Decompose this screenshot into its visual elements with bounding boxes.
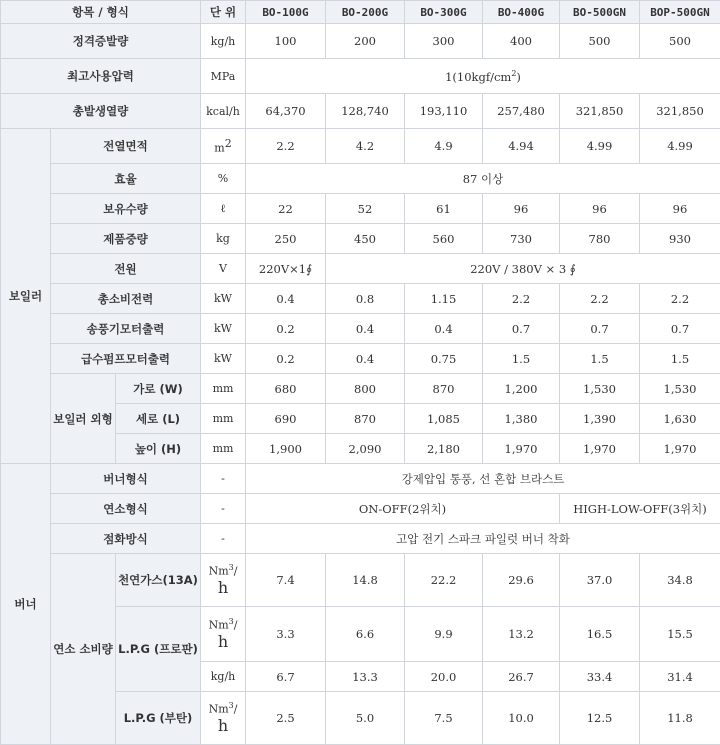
cell: 6.6 <box>326 607 405 662</box>
row-label: 최고사용압력 <box>1 59 201 94</box>
pressure-value <box>246 59 720 94</box>
cell: 31.4 <box>640 662 720 692</box>
row-unit: kW <box>201 284 246 314</box>
cell: 96 <box>483 194 560 224</box>
cell: 1,085 <box>405 404 483 434</box>
efficiency-value: 87 이상 <box>246 164 720 194</box>
unit-per: / <box>234 619 238 632</box>
cell: 0.75 <box>405 344 483 374</box>
cell: 12.5 <box>560 692 640 745</box>
cell: 0.7 <box>560 314 640 344</box>
cell: 6.7 <box>246 662 326 692</box>
row-label: L.P.G (부탄) <box>116 692 201 745</box>
cell: 15.5 <box>640 607 720 662</box>
row-unit: kg/h <box>201 24 246 59</box>
row-label: 제품중량 <box>51 224 201 254</box>
cell: 2.5 <box>246 692 326 745</box>
row-unit: - <box>201 464 246 494</box>
fuel-label: 연소 소비량 <box>51 554 116 745</box>
row-unit: - <box>201 494 246 524</box>
cell: 930 <box>640 224 720 254</box>
row-heat <box>1 94 720 129</box>
cell: 4.99 <box>640 129 720 164</box>
group-boiler: 보일러 <box>1 129 51 464</box>
row-unit: kg <box>201 224 246 254</box>
unit-base: Nm <box>209 703 229 716</box>
cell: 2.2 <box>246 129 326 164</box>
cell: 1,530 <box>640 374 720 404</box>
cell: 321,850 <box>640 94 720 129</box>
cell: 1,200 <box>483 374 560 404</box>
cell: 0.7 <box>483 314 560 344</box>
header-model: BO-400G <box>483 1 560 24</box>
cell: 450 <box>326 224 405 254</box>
cell: 321,850 <box>560 94 640 129</box>
row-unit: kg/h <box>201 662 246 692</box>
pressure-value-text: 1(10kgf/cm <box>445 69 511 83</box>
power-first: 220V×1∮ <box>246 254 326 284</box>
unit-base: Nm <box>209 619 229 632</box>
header-model: BO-100G <box>246 1 326 24</box>
cell: 29.6 <box>483 554 560 607</box>
row-label: 전열면적 <box>51 129 201 164</box>
cell: 7.5 <box>405 692 483 745</box>
unit-sup: 3 <box>229 701 234 710</box>
cell: 4.9 <box>405 129 483 164</box>
cell: 0.4 <box>405 314 483 344</box>
row-weight <box>1 224 720 254</box>
row-pressure <box>1 59 720 94</box>
row-label: 높이 (H) <box>116 434 201 464</box>
cell: 1,630 <box>640 404 720 434</box>
row-combustion <box>1 494 720 524</box>
unit-sup: 3 <box>229 617 234 626</box>
cell: 16.5 <box>560 607 640 662</box>
cell: 300 <box>405 24 483 59</box>
row-unit: kW <box>201 344 246 374</box>
row-power <box>1 254 720 284</box>
row-label: 전원 <box>51 254 201 284</box>
row-fan <box>1 314 720 344</box>
row-label: 가로 (W) <box>116 374 201 404</box>
unit-h: h <box>218 632 228 651</box>
cell: 9.9 <box>405 607 483 662</box>
header-row <box>1 1 720 24</box>
cell: 0.8 <box>326 284 405 314</box>
cell: 2.2 <box>560 284 640 314</box>
cell: 0.2 <box>246 344 326 374</box>
header-model: BO-300G <box>405 1 483 24</box>
row-ignition <box>1 524 720 554</box>
row-label: 총발생열량 <box>1 94 201 129</box>
cell: 2.2 <box>640 284 720 314</box>
row-label: 천연가스(13A) <box>116 554 201 607</box>
row-label: 세로 (L) <box>116 404 201 434</box>
unit-base: m <box>214 142 224 155</box>
row-unit: kcal/h <box>201 94 246 129</box>
cell: 3.3 <box>246 607 326 662</box>
combustion-value-a: ON-OFF(2위치) <box>246 494 560 524</box>
unit-h: h <box>218 578 228 597</box>
pressure-suffix: ) <box>516 69 521 83</box>
cell: 0.4 <box>326 314 405 344</box>
unit-sup: 3 <box>229 563 234 572</box>
row-water <box>1 194 720 224</box>
row-unit <box>201 554 246 607</box>
row-label: 버너형식 <box>51 464 201 494</box>
row-unit: mm <box>201 404 246 434</box>
ignition-value: 고압 전기 스파크 파일럿 버너 착화 <box>246 524 720 554</box>
cell: 1,390 <box>560 404 640 434</box>
cell: 10.0 <box>483 692 560 745</box>
cell: 14.8 <box>326 554 405 607</box>
cell: 250 <box>246 224 326 254</box>
cell: 37.0 <box>560 554 640 607</box>
row-dim-width <box>1 374 720 404</box>
row-unit <box>201 692 246 745</box>
row-label: 정격증발량 <box>1 24 201 59</box>
cell: 1,530 <box>560 374 640 404</box>
row-unit <box>201 607 246 662</box>
cell: 13.3 <box>326 662 405 692</box>
row-unit: - <box>201 524 246 554</box>
row-label: 점화방식 <box>51 524 201 554</box>
cell: 96 <box>560 194 640 224</box>
cell: 870 <box>326 404 405 434</box>
burner-type-value: 강제압입 통풍, 선 혼합 브라스트 <box>246 464 720 494</box>
row-label: 급수펌프모터출력 <box>51 344 201 374</box>
cell: 2,180 <box>405 434 483 464</box>
cell: 1,900 <box>246 434 326 464</box>
cell: 1,970 <box>560 434 640 464</box>
header-model: BOP-500GN <box>640 1 720 24</box>
cell: 7.4 <box>246 554 326 607</box>
cell: 400 <box>483 24 560 59</box>
row-unit <box>201 129 246 164</box>
row-label: 송풍기모터출력 <box>51 314 201 344</box>
cell: 690 <box>246 404 326 434</box>
cell: 257,480 <box>483 94 560 129</box>
combustion-value-b: HIGH-LOW-OFF(3위치) <box>560 494 720 524</box>
row-label: 보유수량 <box>51 194 201 224</box>
cell: 193,110 <box>405 94 483 129</box>
group-burner: 버너 <box>1 464 51 745</box>
cell: 61 <box>405 194 483 224</box>
row-consumption <box>1 284 720 314</box>
row-label: 연소형식 <box>51 494 201 524</box>
cell: 4.94 <box>483 129 560 164</box>
cell: 870 <box>405 374 483 404</box>
cell: 33.4 <box>560 662 640 692</box>
cell: 22 <box>246 194 326 224</box>
cell: 64,370 <box>246 94 326 129</box>
row-label: 효율 <box>51 164 201 194</box>
unit-h: h <box>218 716 228 735</box>
cell: 0.4 <box>246 284 326 314</box>
header-model: BO-200G <box>326 1 405 24</box>
cell: 1.5 <box>640 344 720 374</box>
cell: 26.7 <box>483 662 560 692</box>
cell: 0.7 <box>640 314 720 344</box>
cell: 96 <box>640 194 720 224</box>
cell: 34.8 <box>640 554 720 607</box>
cell: 1.5 <box>560 344 640 374</box>
row-label: 총소비전력 <box>51 284 201 314</box>
cell: 20.0 <box>405 662 483 692</box>
cell: 1.5 <box>483 344 560 374</box>
unit-sup: 2 <box>225 137 232 150</box>
cell: 560 <box>405 224 483 254</box>
cell: 730 <box>483 224 560 254</box>
row-unit: V <box>201 254 246 284</box>
row-unit: MPa <box>201 59 246 94</box>
header-item: 항목 / 형식 <box>1 1 201 24</box>
row-unit: mm <box>201 434 246 464</box>
cell: 1,380 <box>483 404 560 434</box>
cell: 52 <box>326 194 405 224</box>
row-evaporation <box>1 24 720 59</box>
cell: 0.4 <box>326 344 405 374</box>
row-pump <box>1 344 720 374</box>
cell: 1,970 <box>483 434 560 464</box>
cell: 800 <box>326 374 405 404</box>
row-unit: kW <box>201 314 246 344</box>
cell: 4.2 <box>326 129 405 164</box>
row-unit: ℓ <box>201 194 246 224</box>
row-area <box>1 129 720 164</box>
cell: 1.15 <box>405 284 483 314</box>
cell: 128,740 <box>326 94 405 129</box>
header-model: BO-500GN <box>560 1 640 24</box>
cell: 2.2 <box>483 284 560 314</box>
row-unit: mm <box>201 374 246 404</box>
cell: 1,970 <box>640 434 720 464</box>
cell: 780 <box>560 224 640 254</box>
row-burner-type <box>1 464 720 494</box>
dims-label: 보일러 외형 <box>51 374 116 464</box>
cell: 0.2 <box>246 314 326 344</box>
unit-base: Nm <box>209 565 229 578</box>
power-rest: 220V / 380V × 3 ∮ <box>326 254 720 284</box>
header-unit: 단 위 <box>201 1 246 24</box>
cell: 680 <box>246 374 326 404</box>
row-efficiency <box>1 164 720 194</box>
unit-per: / <box>234 565 238 578</box>
row-label: L.P.G (프로판) <box>116 607 201 692</box>
cell: 22.2 <box>405 554 483 607</box>
cell: 100 <box>246 24 326 59</box>
cell: 500 <box>560 24 640 59</box>
cell: 5.0 <box>326 692 405 745</box>
cell: 200 <box>326 24 405 59</box>
cell: 2,090 <box>326 434 405 464</box>
cell: 13.2 <box>483 607 560 662</box>
cell: 11.8 <box>640 692 720 745</box>
row-fuel-lng <box>1 554 720 607</box>
pressure-sup: 2 <box>511 69 516 78</box>
unit-per: / <box>234 703 238 716</box>
cell: 500 <box>640 24 720 59</box>
row-unit: % <box>201 164 246 194</box>
cell: 4.99 <box>560 129 640 164</box>
